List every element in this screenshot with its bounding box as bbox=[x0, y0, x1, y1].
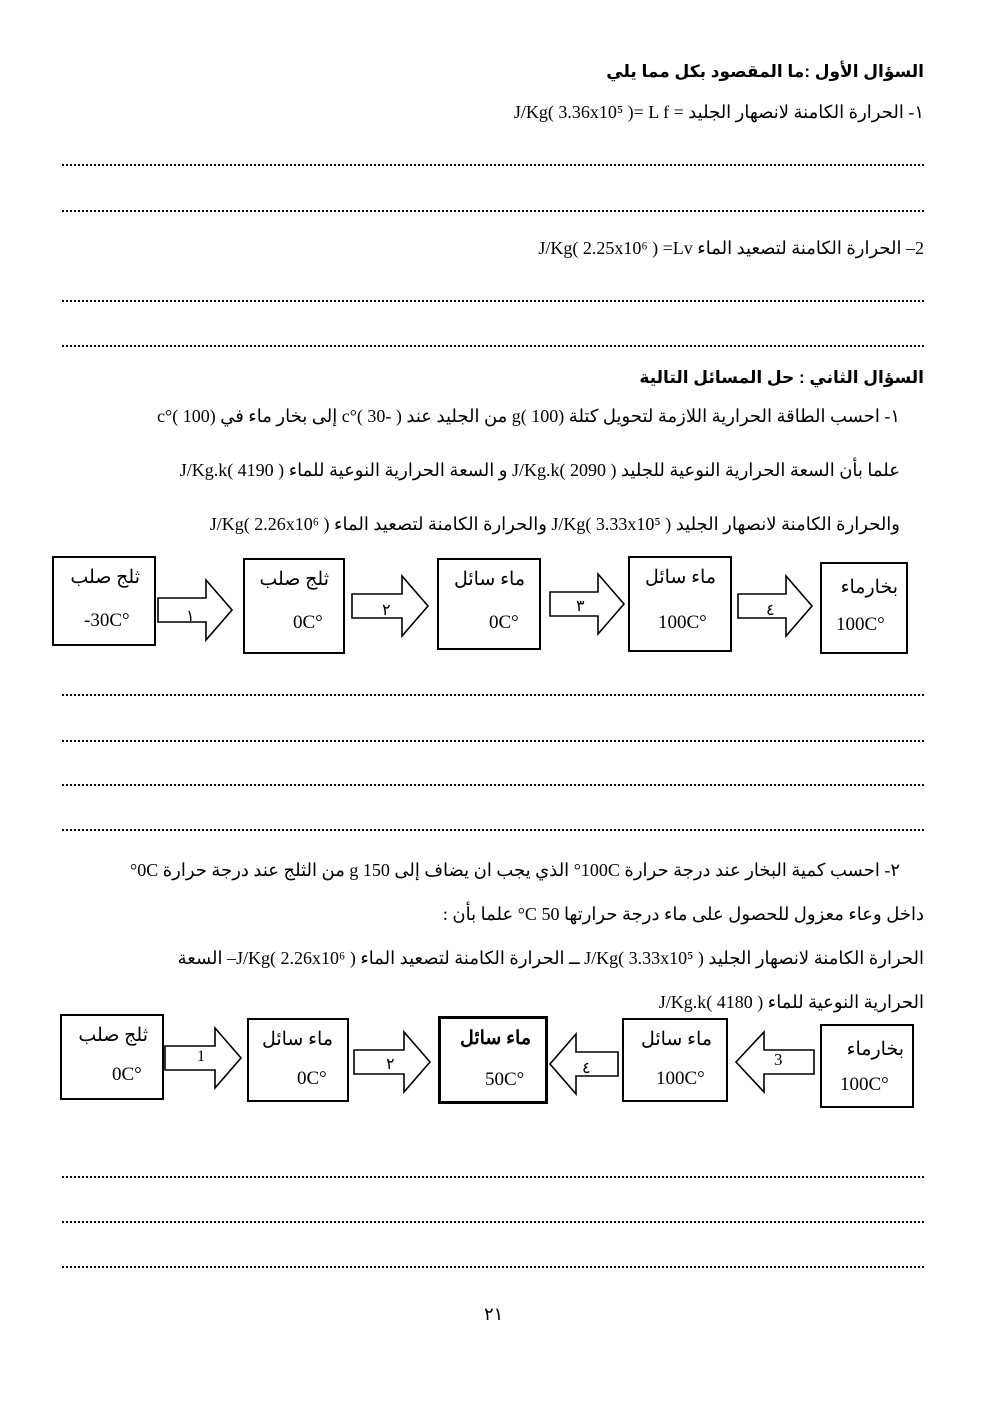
q2-problem1-line3: والحرارة الكامنة لانصهار الجليد J/Kg( 3.33x10⁵ ) والحرارة الكامنة لتصعيد الماء J/Kg( 2.26x10⁶ ) bbox=[209, 514, 900, 534]
q2-problem2-line3: الحرارة الكامنة لانصهار الجليد J/Kg( 3.33x10⁵ ) ــ الحرارة الكامنة لتصعيد الماء J/Kg( 2.26x10⁶ )– السعة bbox=[177, 948, 924, 968]
state-box bbox=[52, 556, 156, 646]
state-box bbox=[628, 556, 732, 652]
arrow-label: ٤ bbox=[766, 602, 775, 619]
right-arrow-icon bbox=[352, 1030, 432, 1094]
left-arrow-icon bbox=[548, 1032, 620, 1096]
answer-line bbox=[62, 694, 924, 696]
q2-problem1-line2: علما بأن السعة الحرارية النوعية للجليد J/Kg.k( 2090 ) و السعة الحرارية النوعية للماء J/Kg.k( 4190 ) bbox=[179, 460, 900, 480]
state-title: ماء سائل bbox=[644, 567, 716, 588]
state-title: ماء سائل bbox=[261, 1029, 333, 1050]
q1-item-1: ١- الحرارة الكامنة لانصهار الجليد = J/Kg( 3.36x10⁵ )= L f bbox=[513, 102, 924, 122]
q1-item-2: 2– الحرارة الكامنة لتصعيد الماء J/Kg( 2.25x10⁶ ) =Lv bbox=[538, 238, 924, 258]
state-title: ماء سائل bbox=[640, 1029, 712, 1050]
arrow-label: 1 bbox=[197, 1048, 205, 1065]
state-temperature: 100C° bbox=[658, 612, 707, 633]
state-box bbox=[437, 558, 541, 650]
page-number: ٢١ bbox=[484, 1304, 504, 1324]
right-arrow-icon bbox=[163, 1026, 243, 1090]
right-arrow-icon bbox=[156, 578, 234, 642]
arrow-label: ٤ bbox=[582, 1060, 591, 1077]
answer-line bbox=[62, 164, 924, 166]
state-title: ماء سائل bbox=[459, 1028, 531, 1049]
left-arrow-icon bbox=[734, 1030, 816, 1094]
right-arrow-icon bbox=[736, 574, 814, 638]
arrow-label: ٢ bbox=[386, 1056, 395, 1073]
state-box bbox=[820, 1024, 914, 1108]
right-arrow-icon bbox=[548, 572, 626, 636]
arrow-label: ١ bbox=[186, 608, 195, 625]
arrow-label: 3 bbox=[774, 1050, 783, 1069]
state-title: ثلج صلب bbox=[78, 1025, 148, 1046]
answer-line bbox=[62, 1266, 924, 1268]
state-box bbox=[243, 558, 345, 654]
q2-problem2-line4: الحرارية النوعية للماء J/Kg.k( 4180 ) bbox=[658, 992, 924, 1012]
state-temperature: -30C° bbox=[84, 610, 130, 631]
state-temperature: 0C° bbox=[112, 1064, 142, 1085]
answer-line bbox=[62, 300, 924, 302]
state-box bbox=[820, 562, 908, 654]
answer-line bbox=[62, 740, 924, 742]
q2-problem2-line2: داخل وعاء معزول للحصول على ماء درجة حرارتها 50 C° علما بأن : bbox=[442, 904, 924, 924]
answer-line bbox=[62, 784, 924, 786]
right-arrow-icon bbox=[350, 574, 430, 638]
arrow-label: ٣ bbox=[576, 598, 585, 615]
state-temperature: 0C° bbox=[293, 612, 323, 633]
state-title: ثلج صلب bbox=[70, 567, 140, 588]
state-title: ماء سائل bbox=[453, 569, 525, 590]
state-title: بخارماء bbox=[840, 577, 898, 598]
state-temperature: 0C° bbox=[297, 1068, 327, 1089]
answer-line bbox=[62, 1176, 924, 1178]
state-temperature: 0C° bbox=[489, 612, 519, 633]
state-temperature: 50C° bbox=[485, 1069, 525, 1090]
q2-problem1-line1: ١- احسب الطاقة الحرارية اللازمة لتحويل كتلة g( 100) من الجليد عند c°( 30- ) إلى بخار ماء في c°( 100) bbox=[157, 406, 900, 426]
answer-line bbox=[62, 210, 924, 212]
state-box bbox=[622, 1018, 728, 1102]
state-box bbox=[60, 1014, 164, 1100]
state-box bbox=[247, 1018, 349, 1102]
q2-heading: السؤال الثاني : حل المسائل التالية bbox=[639, 368, 924, 387]
q2-problem2-line1: ٢- احسب كمية البخار عند درجة حرارة 100C° الذي يجب ان يضاف إلى g 150 من الثلج عند درجة حرارة 0C° bbox=[130, 860, 900, 880]
q1-heading: السؤال الأول :ما المقصود بكل مما يلي bbox=[606, 62, 924, 81]
arrow-label: ٢ bbox=[382, 602, 391, 619]
state-temperature: 100C° bbox=[656, 1068, 705, 1089]
state-box-final bbox=[438, 1016, 548, 1104]
state-temperature: 100C° bbox=[836, 614, 885, 635]
answer-line bbox=[62, 345, 924, 347]
state-temperature: 100C° bbox=[840, 1074, 889, 1095]
state-title: بخارماء bbox=[846, 1039, 904, 1060]
answer-line bbox=[62, 829, 924, 831]
answer-line bbox=[62, 1221, 924, 1223]
state-title: ثلج صلب bbox=[259, 569, 329, 590]
